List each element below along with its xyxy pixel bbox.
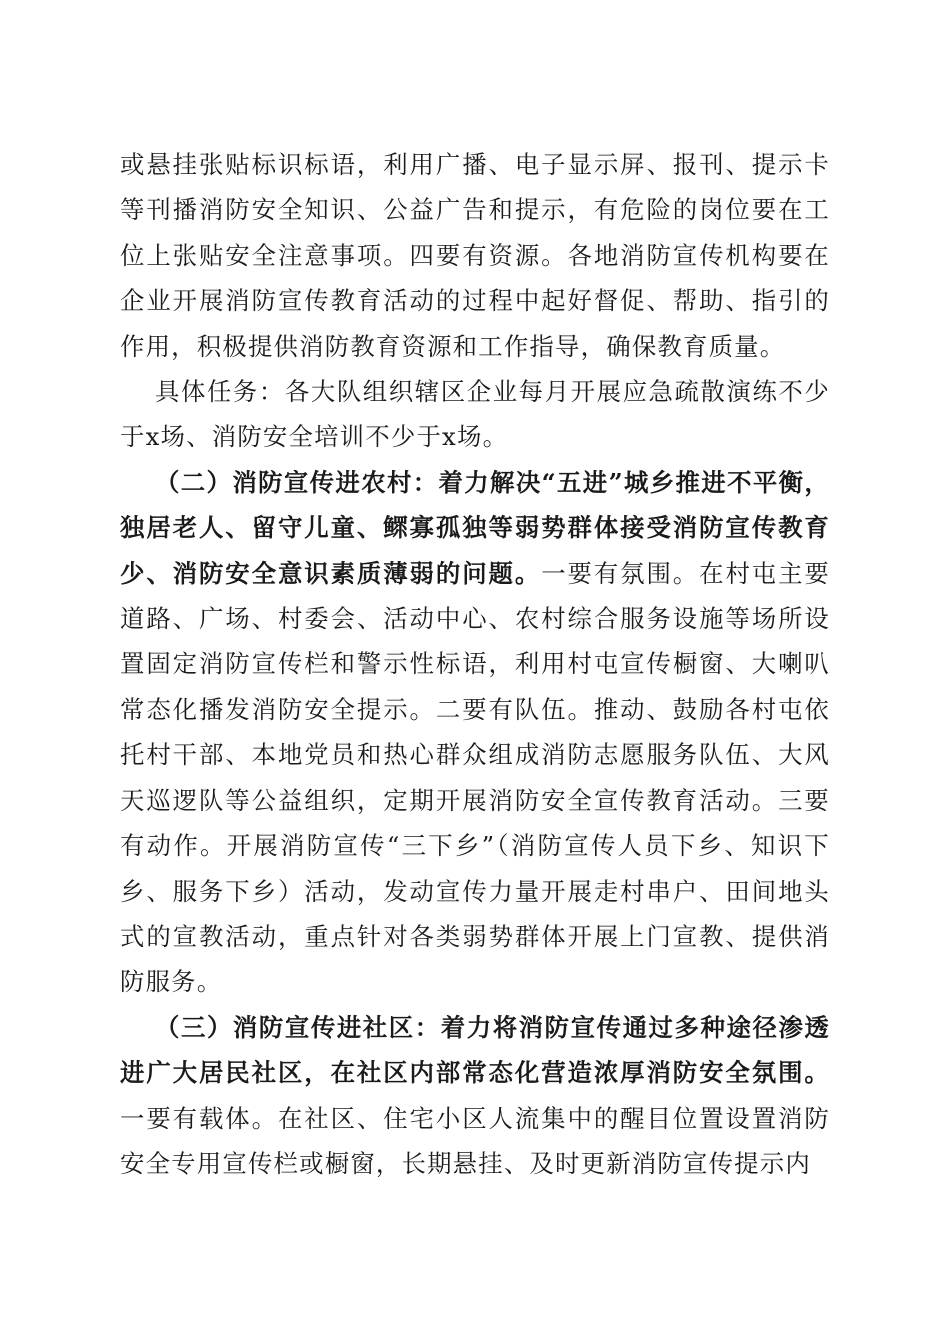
paragraph-text: 具体任务：各大队组织辖区企业每月开展应急疏散演练不少于x场、消防安全培训不少于x场。 (120, 377, 830, 452)
paragraph-specific-tasks (120, 369, 830, 460)
paragraph-community-section (120, 1005, 830, 1187)
paragraph-text: 或悬挂张贴标识标语，利用广播、电子显示屏、报刊、提示卡等刊播消防安全知识、公益广告和提示，有危险的岗位要在工位上张贴安全注意事项。四要有资源。各地消防宣传机构要在企业开展消防宣传教育活动的过程中起好督促、帮助、指引的作用，积极提供消防教育资源和工作指导，确保教育质量。 (120, 150, 830, 361)
paragraph-text: 一要有氛围。在村屯主要道路、广场、村委会、活动中心、农村综合服务设施等场所设置固定消防宣传栏和警示性标语，利用村屯宣传橱窗、大喇叭常态化播发消防安全提示。二要有队伍。推动、鼓励各村屯依托村干部、本地党员和热心群众组成消防志愿服务队伍、大风天巡逻队等公益组织，定期开展消防安全宣传教育活动。三要有动作。开展消防宣传“三下乡”（消防宣传人员下乡、知识下乡、服务下乡）活动，发动宣传力量开展走村串户、田间地头式的宣教活动，重点针对各类弱势群体开展上门宣教、提供消防服务。 (120, 558, 831, 997)
paragraph-text: 一要有载体。在社区、住宅小区人流集中的醒目位置设置消防安全专用宣传栏或橱窗，长期悬挂、及时更新消防宣传提示内 (120, 1103, 830, 1178)
section-heading-rural: （二）消防宣传进农村：着力解决“五进”城乡推进不平衡，独居老人、留守儿童、鳏寡孤独等弱势群体接受消防宣传教育少、消防安全意识素质薄弱的问题。 (120, 467, 830, 588)
paragraph-rural-section (120, 460, 830, 1005)
paragraph-enterprise-continued (120, 142, 830, 369)
section-heading-community: （三）消防宣传进社区：着力将消防宣传通过多种途径渗透进广大居民社区，在社区内部常态化营造浓厚消防安全氛围。 (120, 1012, 830, 1088)
document-page (120, 142, 830, 1186)
